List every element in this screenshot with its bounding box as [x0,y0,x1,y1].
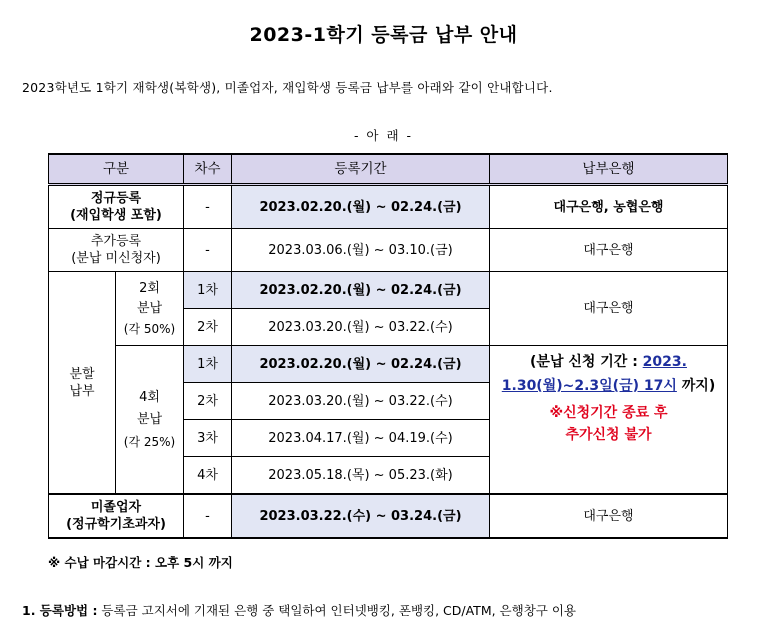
round-cell: 2차 [184,309,232,346]
apply-period-text: (분납 신청 기간 : 2023. 1.30(월)~2.3일(금) 17시 까지) [501,354,716,394]
header-period: 등록기간 [232,154,490,185]
installment-label: 분할 납부 [49,272,116,495]
nongrad-round: - [184,494,232,538]
installment-apply-note [490,346,728,495]
section-marker: - 아 래 - [353,128,414,143]
period-cell: 2023.02.20.(월) ~ 02.24.(금) [232,272,490,309]
regular-bank: 대구은행, 농협은행 [490,185,728,229]
header-round: 차수 [184,154,232,185]
period-cell: 2023.03.20.(월) ~ 03.22.(수) [232,309,490,346]
installment-bank: 대구은행 [490,272,728,346]
deadline-note: ※ 수납 마감시간 : 오후 5시 까지 [48,555,233,570]
period-cell: 2023.02.20.(월) ~ 02.24.(금) [232,346,490,383]
additional-bank: 대구은행 [490,229,728,272]
period-cell: 2023.05.18.(목) ~ 05.23.(화) [232,457,490,495]
header-bank: 납부은행 [490,154,728,185]
nongrad-label: 미졸업자 (정규학기초과자) [49,494,184,538]
page-title: 2023-1학기 등록금 납부 안내 [249,24,518,46]
round-cell: 1차 [184,272,232,309]
round-cell: 3차 [184,420,232,457]
table-row-regular [49,185,728,229]
round-cell: 2차 [184,383,232,420]
additional-round: - [184,229,232,272]
period-cell: 2023.04.17.(월) ~ 04.19.(수) [232,420,490,457]
installment-four-label: 4회 분납 (각 25%) [116,346,184,495]
table-row-nongrad [49,494,728,538]
table-row-installment [49,272,728,309]
intro-text: 2023학년도 1학기 재학생(복학생), 미졸업자, 재입학생 등록금 납부를 아래와 같이 안내합니다. [22,80,553,95]
additional-label: 추가등록 (분납 미신청자) [49,229,184,272]
table-row-additional [49,229,728,272]
period-cell: 2023.03.20.(월) ~ 03.22.(수) [232,383,490,420]
nongrad-bank: 대구은행 [490,494,728,538]
installment-two-label: 2회 분납 (각 50%) [116,272,184,346]
additional-period: 2023.03.06.(월) ~ 03.10.(금) [232,229,490,272]
regular-period: 2023.02.20.(월) ~ 02.24.(금) [232,185,490,229]
apply-warning: ※신청기간 종료 후 추가신청 불가 [549,405,668,443]
round-cell: 4차 [184,457,232,495]
header-category: 구분 [49,154,184,185]
regular-round: - [184,185,232,229]
nongrad-period: 2023.03.22.(수) ~ 03.24.(금) [232,494,490,538]
tuition-table [48,153,728,539]
regular-label: 정규등록 (재입학생 포함) [49,185,184,229]
payment-method: 1. 등록방법 : 등록금 고지서에 기재된 은행 중 택일하여 인터넷뱅킹, 폰뱅킹, CD/ATM, 은행창구 이용 [22,603,576,618]
table-row [49,346,728,383]
round-cell: 1차 [184,346,232,383]
table-header-row [49,154,728,185]
